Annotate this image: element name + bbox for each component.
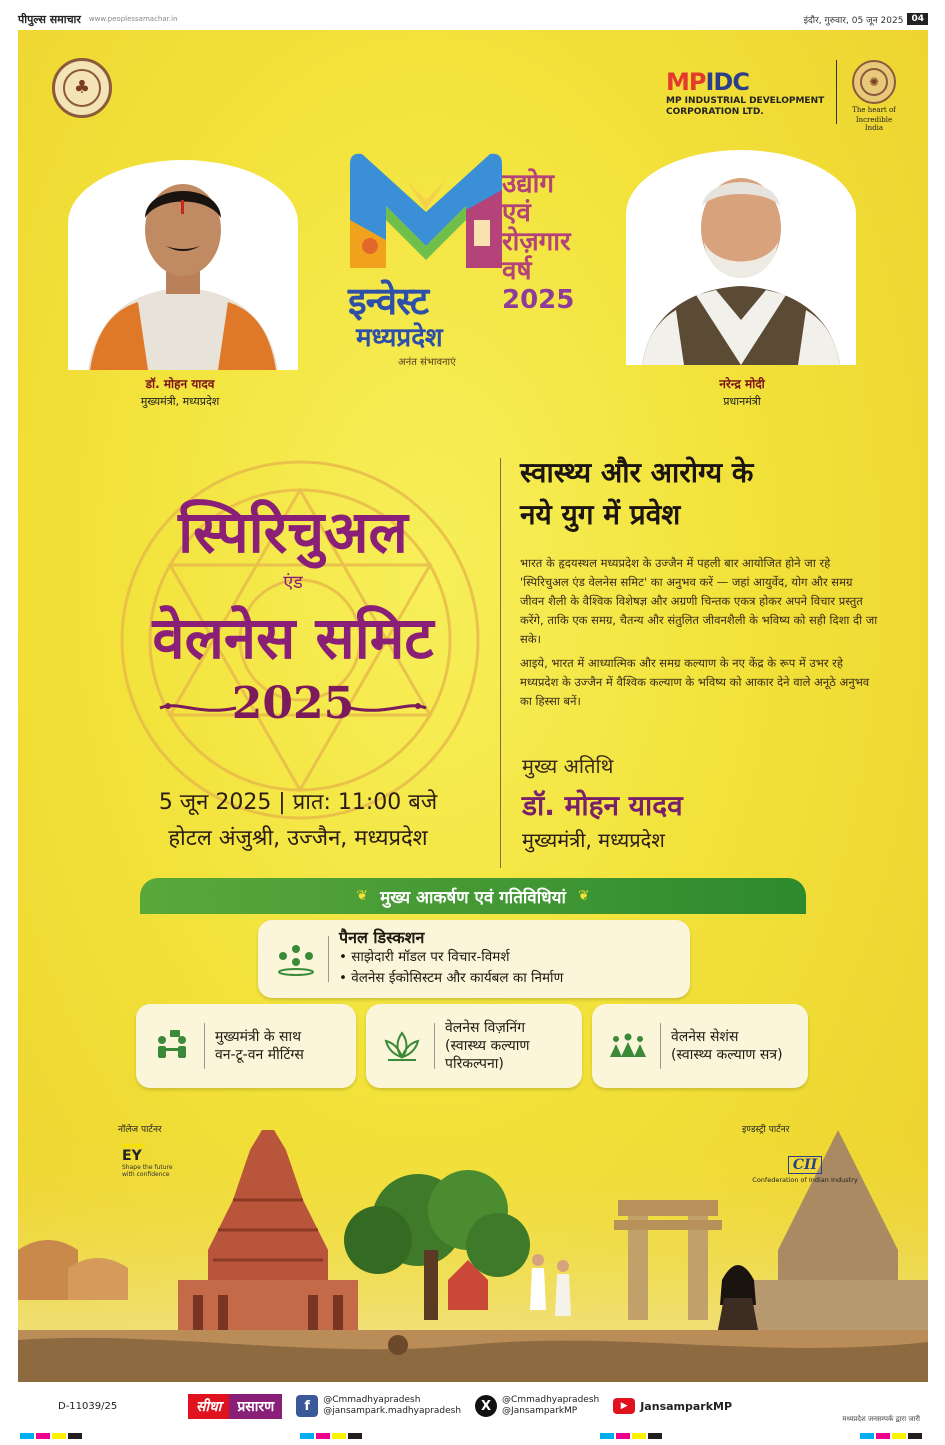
panel-discussion-item: • वेलनेस ईकोसिस्टम और कार्यबल का निर्माण <box>339 968 563 989</box>
cm-name: डॉ. मोहन यादव <box>145 377 215 391</box>
youtube-icon: ▶ <box>613 1398 635 1414</box>
leaf-right-icon: ❦ <box>577 888 590 904</box>
ey-name: EY <box>122 1148 142 1164</box>
invest-logo-line2: मध्यप्रदेश <box>356 323 443 353</box>
chief-guest-name: डॉ. मोहन यादव <box>522 789 683 822</box>
mp-government-emblem <box>52 58 112 118</box>
facebook-icon: f <box>296 1395 318 1417</box>
newspaper-masthead <box>18 8 928 30</box>
invest-logo-line1: इन्वेस्ट <box>348 279 429 323</box>
year-theme-line3: रोज़गार <box>502 227 571 257</box>
live-label-a: सीधा <box>188 1394 229 1419</box>
card-line: परिकल्पना) <box>445 1056 504 1072</box>
cii-full-name: Confederation of Indian Industry <box>752 1176 858 1184</box>
year-theme-line2: एवं <box>502 198 531 228</box>
logo-divider <box>836 60 837 124</box>
mpidc-logo <box>666 68 834 118</box>
meditation-group-icon <box>606 1024 650 1068</box>
mpidc-mark-idc: IDC <box>705 68 749 96</box>
x-icon: X <box>475 1395 497 1417</box>
facebook-handle: @Cmmadhyapradesh <box>323 1395 421 1405</box>
leaf-left-icon: ❦ <box>356 888 369 904</box>
mp-tourism-tagline-1: The heart of <box>852 106 896 114</box>
group-discussion-icon <box>274 937 318 981</box>
mpidc-mark-mp: MP <box>666 68 706 96</box>
pm-portrait <box>626 150 856 365</box>
cm-title: मुख्यमंत्री, मध्यप्रदेश <box>140 395 220 408</box>
article-paragraph-2: आइये, भारत में आध्यात्मिक और समग्र कल्याण के नए केंद्र के रूप में उभर रहे मध्यप्रदेश के उज्जैन में वैश्विक कल्याण के भविष्य को आकार देने वाले अनूठे अनुभव का हिस्सा बनें। <box>520 656 870 708</box>
live-broadcast-badge <box>188 1394 282 1419</box>
facebook-handle: @jansampark.madhyapradesh <box>323 1406 462 1416</box>
year-theme <box>502 170 632 315</box>
youtube-handle-group[interactable] <box>613 1398 732 1414</box>
summit-title-line2: वेलनेस समिट <box>152 604 434 672</box>
wellness-sessions-card <box>592 1004 808 1088</box>
attractions-heading-bar <box>140 878 806 914</box>
flourish-right-icon <box>348 698 428 718</box>
panel-discussion-card <box>258 920 690 998</box>
panel-discussion-title: पैनल डिस्कशन <box>339 928 425 947</box>
advertisement <box>18 30 928 1382</box>
ey-slogan-line2: with confidence <box>122 1171 170 1178</box>
attractions-heading: मुख्य आकर्षण एवं गतिविधियां <box>380 887 566 908</box>
panel-discussion-item: • साझेदारी मॉडल पर विचार-विमर्श <box>339 947 563 968</box>
card-line: (स्वास्थ्य कल्याण <box>445 1038 530 1054</box>
year-theme-line4: वर्ष <box>502 256 532 286</box>
pm-title: प्रधानमंत्री <box>723 395 761 408</box>
mpidc-full-line1: MP INDUSTRIAL DEVELOPMENT <box>666 96 825 106</box>
event-venue: होटल अंजुश्री, उज्जैन, मध्यप्रदेश <box>168 826 428 851</box>
newspaper-name: पीपुल्स समाचार <box>18 12 81 26</box>
ey-slogan-line1: Shape the future <box>122 1164 173 1171</box>
event-date-time: 5 जून 2025 | प्रात: 11:00 बजे <box>158 790 438 815</box>
newspaper-url: www.peoplessamachar.in <box>88 15 178 23</box>
article-headline <box>520 452 880 536</box>
issuer-credit: मध्यप्रदेश जनसम्पर्क द्वारा जारी <box>842 1415 920 1423</box>
mpidc-full-line2: CORPORATION LTD. <box>666 107 764 117</box>
ad-footer <box>18 1386 928 1426</box>
chief-guest-label: मुख्य अतिथि <box>522 754 614 778</box>
lotus-icon <box>380 1024 424 1068</box>
x-handle: @JansamparkMP <box>502 1406 578 1416</box>
year-theme-line1: उद्योग <box>502 169 555 199</box>
card-line: मुख्यमंत्री के साथ <box>215 1029 302 1045</box>
pm-name: नरेन्द्र मोदी <box>719 377 765 391</box>
mp-tourism-seal-icon: ✺ <box>852 60 896 104</box>
card-line: वेलनेस विज़निंग <box>445 1020 526 1036</box>
wellness-visioning-card <box>366 1004 582 1088</box>
x-handles[interactable] <box>475 1395 599 1417</box>
summit-title-and: एंड <box>283 572 303 593</box>
summit-title-line1: स्पिरिचुअल <box>178 498 408 566</box>
print-registration-bar <box>0 1432 945 1440</box>
invest-mp-m-emblem-icon <box>346 150 506 274</box>
chief-guest-role: मुख्यमंत्री, मध्यप्रदेश <box>522 828 665 852</box>
ey-beam-icon <box>122 1144 144 1147</box>
year-theme-number: 2025 <box>502 285 575 315</box>
ad-code: D-11039/25 <box>58 1400 118 1412</box>
meeting-icon <box>150 1024 194 1068</box>
invest-logo-tagline: अनंत संभावनाएं <box>398 357 456 368</box>
panel-discussion-list <box>339 947 563 989</box>
column-divider <box>500 458 501 868</box>
headline-line2: नये युग में प्रवेश <box>520 498 681 531</box>
summit-year: 2025 <box>231 678 355 729</box>
ey-logo <box>122 1144 182 1178</box>
tree-emblem-icon: ♣ <box>73 77 91 99</box>
card-line: (स्वास्थ्य कल्याण सत्र) <box>671 1047 783 1063</box>
x-handle: @Cmmadhyapradesh <box>502 1395 600 1405</box>
mp-tourism-logo <box>848 60 900 132</box>
mp-tourism-tagline-2: Incredible India <box>855 116 893 132</box>
youtube-handle: JansamparkMP <box>640 1399 733 1413</box>
knowledge-partner-label: नॉलेज पार्टनर <box>118 1125 162 1135</box>
one-to-one-meetings-card <box>136 1004 356 1088</box>
cii-logo <box>750 1154 860 1184</box>
headline-line1: स्वास्थ्य और आरोग्य के <box>520 456 754 489</box>
article-body <box>520 554 880 716</box>
industry-partner-label: इण्डस्ट्री पार्टनर <box>742 1125 790 1135</box>
article-paragraph-1: भारत के हृदयस्थल मध्यप्रदेश के उज्जैन में पहली बार आयोजित होने जा रहे 'स्पिरिचुअल एंड वेलनेस समिट' का अनुभव करें — जहां आयुर्वेद, योग और समग्र जीवन शैली के वैश्विक विशेषज्ञ और अग्रणी चिन्तक एकत्र होकर अपने विचार प्रस्तुत करेंगे, ताकि एक समग्र, चैतन्य और संतुलित जीवनशैली के भविष्य को सही दिशा दी जा सके। <box>520 556 878 646</box>
dateline: इंदौर, गुरुवार, 05 जून 2025 <box>803 15 904 26</box>
live-label-b: प्रसारण <box>229 1394 282 1419</box>
page-number: 04 <box>907 13 928 25</box>
cii-name: CII <box>788 1156 822 1174</box>
card-line: वेलनेस सेशंस <box>671 1029 739 1045</box>
cm-portrait <box>68 160 298 370</box>
facebook-handles[interactable] <box>296 1395 461 1417</box>
card-line: वन-टू-वन मीटिंग्स <box>215 1047 304 1063</box>
